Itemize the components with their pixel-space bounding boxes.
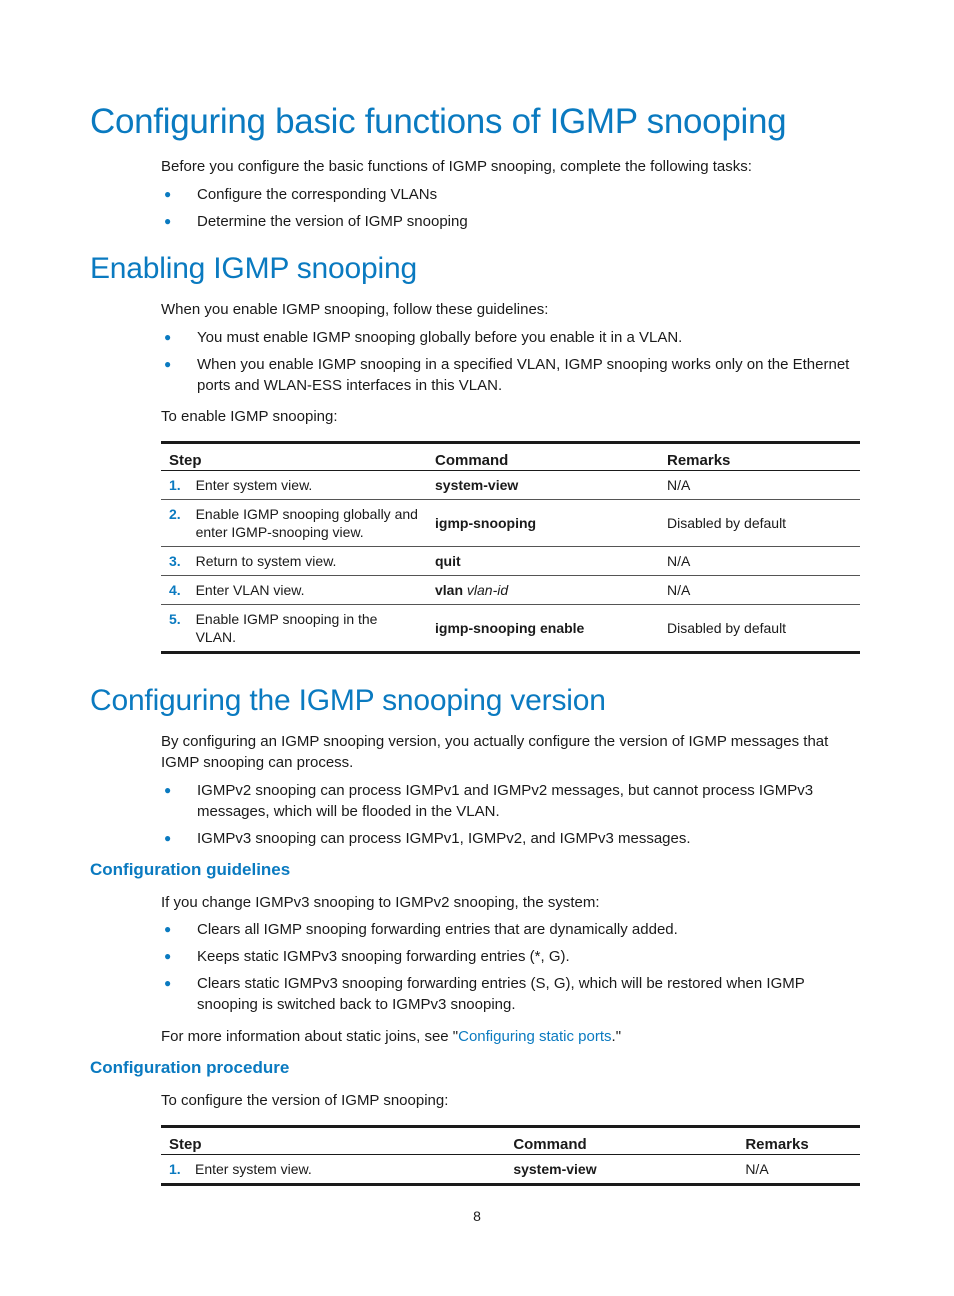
bullet-icon: ● <box>164 783 172 797</box>
enable-igmp-steps-table <box>161 441 860 654</box>
table-row <box>161 547 860 576</box>
step-command: igmp-snooping enable <box>427 605 659 653</box>
guidelines-intro: If you change IGMPv3 snooping to IGMPv2 snooping, the system: <box>161 894 600 911</box>
section2-bullet-list <box>161 327 864 402</box>
step-remarks: Disabled by default <box>659 605 860 653</box>
step-remarks: N/A <box>659 576 860 605</box>
version-steps-table <box>161 1125 860 1186</box>
step-number: 3. <box>161 547 188 576</box>
step-remarks: N/A <box>667 477 691 493</box>
section3-intro: By configuring an IGMP snooping version, you actually configure the version of IGMP messages that IGMP snooping can process. <box>161 733 829 771</box>
step-command: igmp-snooping <box>427 500 659 547</box>
step-remarks: N/A <box>745 1161 769 1177</box>
bullet-icon: ● <box>164 976 172 990</box>
bullet-icon: ● <box>164 949 172 963</box>
column-header-step: Step <box>161 443 427 471</box>
list-item: ● Configure the corresponding VLANs <box>164 186 438 203</box>
list-item: ● Determine the version of IGMP snooping <box>164 213 468 230</box>
bullet-icon: ● <box>164 187 172 201</box>
section-title-enabling: Enabling IGMP snooping <box>90 252 417 285</box>
table-row <box>161 576 860 605</box>
list-item: ● You must enable IGMP snooping globally before you enable it in a VLAN. <box>164 329 683 346</box>
list-item: ● Clears all IGMP snooping forwarding entries that are dynamically added. <box>164 921 678 938</box>
static-joins-reference: For more information about static joins, see "Configuring static ports." <box>161 1028 622 1045</box>
step-number: 4. <box>161 576 188 605</box>
table-header-row <box>161 443 860 471</box>
guidelines-bullet-list <box>161 919 864 1021</box>
section1-intro: Before you configure the basic functions of IGMP snooping, complete the following tasks: <box>161 158 752 175</box>
bullet-icon: ● <box>164 214 172 228</box>
step-description: Enter system view. <box>195 1161 312 1177</box>
step-command: vlan vlan-id <box>427 576 659 605</box>
step-remarks: Disabled by default <box>659 500 860 547</box>
step-number: 1. <box>169 477 181 493</box>
configuring-static-ports-link[interactable]: Configuring static ports <box>458 1028 612 1045</box>
bullet-icon: ● <box>164 922 172 936</box>
step-number: 5. <box>161 605 188 653</box>
table-header-row <box>161 1127 860 1155</box>
procedure-lead: To configure the version of IGMP snooping: <box>161 1092 449 1109</box>
bullet-icon: ● <box>164 357 172 371</box>
step-command: system-view <box>513 1161 597 1177</box>
step-command: system-view <box>435 477 519 493</box>
list-item: ● IGMPv2 snooping can process IGMPv1 and IGMPv2 messages, but cannot process IGMPv3 messages, which will be flooded in the VLAN. <box>164 782 814 820</box>
table-row <box>161 605 860 653</box>
column-header-remarks: Remarks <box>659 443 860 471</box>
column-header-step: Step <box>161 1127 505 1155</box>
step-remarks: N/A <box>659 547 860 576</box>
table-row <box>161 471 860 500</box>
step-description: Enable IGMP snooping in the VLAN. <box>188 605 427 653</box>
list-item: ● Clears static IGMPv3 snooping forwarding entries (S, G), which will be restored when IGMP snooping is switched back to IGMPv3 snooping. <box>164 975 805 1013</box>
subsection-title-guidelines: Configuration guidelines <box>90 860 291 879</box>
column-header-remarks: Remarks <box>737 1127 860 1155</box>
list-item: ● IGMPv3 snooping can process IGMPv1, IGMPv2, and IGMPv3 messages. <box>164 830 691 847</box>
step-number: 1. <box>169 1161 181 1177</box>
step-description: Enter VLAN view. <box>188 576 427 605</box>
section2-intro: When you enable IGMP snooping, follow these guidelines: <box>161 301 549 318</box>
step-description: Enter system view. <box>195 477 313 493</box>
column-header-command: Command <box>427 443 659 471</box>
section1-bullet-list <box>161 184 864 238</box>
section3-bullet-list <box>161 780 864 855</box>
section-title-version: Configuring the IGMP snooping version <box>90 684 606 717</box>
table-row <box>161 1155 860 1185</box>
list-item: ● Keeps static IGMPv3 snooping forwarding entries (*, G). <box>164 948 570 965</box>
bullet-icon: ● <box>164 330 172 344</box>
section2-table-lead: To enable IGMP snooping: <box>161 408 338 425</box>
column-header-command: Command <box>505 1127 737 1155</box>
table-row <box>161 500 860 547</box>
page-number: 8 <box>473 1208 481 1224</box>
section-title-basic-functions: Configuring basic functions of IGMP snooping <box>90 102 787 141</box>
step-number: 2. <box>161 500 188 547</box>
list-item: ● When you enable IGMP snooping in a specified VLAN, IGMP snooping works only on the Ethernet ports and WLAN-ESS interfaces in this VLAN. <box>164 356 850 394</box>
subsection-title-procedure: Configuration procedure <box>90 1058 290 1077</box>
bullet-icon: ● <box>164 831 172 845</box>
step-description: Return to system view. <box>188 547 427 576</box>
step-description: Enable IGMP snooping globally and enter IGMP-snooping view. <box>188 500 427 547</box>
step-command: quit <box>427 547 659 576</box>
